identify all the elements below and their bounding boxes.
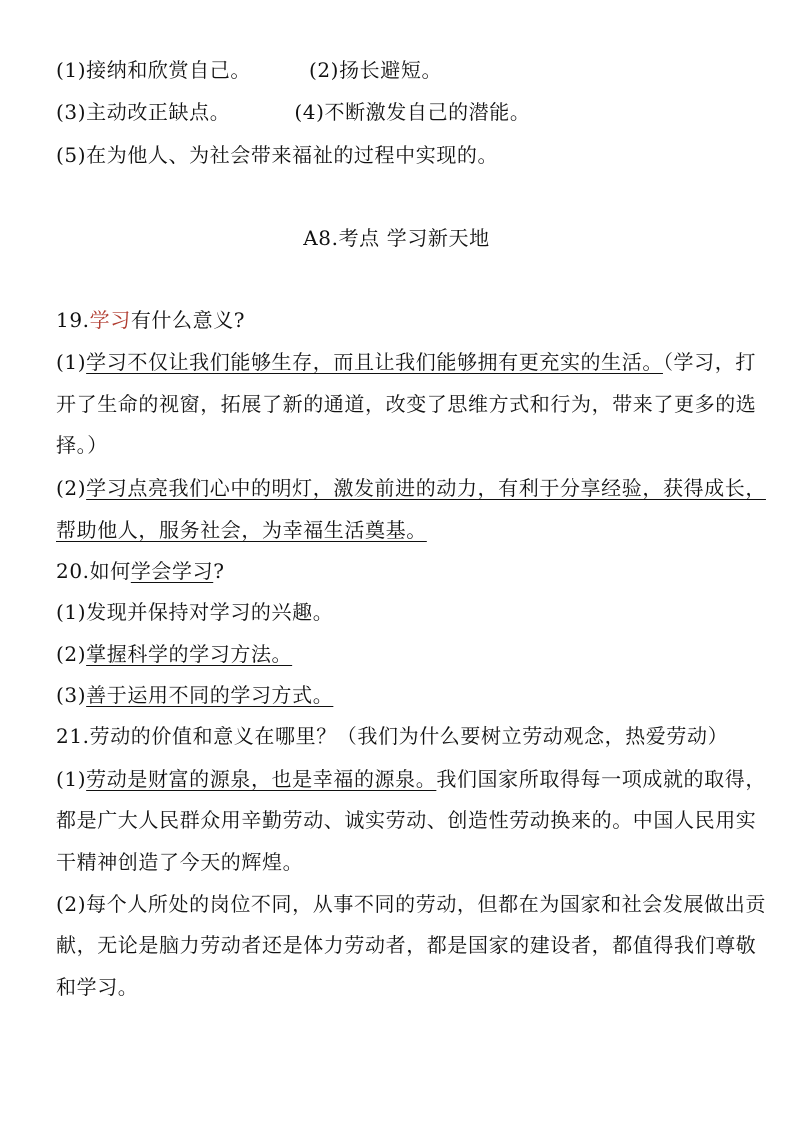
answer-21-2-cont: 献，无论是脑力劳动者还是体力劳动者，都是国家的建设者，都值得我们尊敬 [56, 933, 757, 957]
answer-21-2: (2)每个人所处的岗位不同，从事不同的劳动，但都在为国家和社会发展做出贡 [56, 892, 766, 916]
answer-20-1: (1)发现并保持对学习的兴趣。 [56, 600, 334, 624]
answer-20-2: (2)掌握科学的学习方法。 [56, 642, 293, 666]
answer-19-2: (2)学习点亮我们心中的明灯，激发前进的动力，有利于分享经验，获得成长， [56, 476, 766, 500]
question-keyword: 学习 [89, 308, 131, 332]
item-2: (2)扬长避短。 [308, 58, 443, 82]
answer-21-2-cont: 和学习。 [56, 975, 139, 999]
item-4: (4)不断激发自己的潜能。 [294, 100, 531, 124]
underlined-key-point: 掌握科学的学习方法。 [86, 642, 293, 666]
list-item [56, 98, 530, 126]
answer-21-1-cont: 干精神创造了今天的辉煌。 [56, 850, 304, 874]
question-20: 20.如何学会学习? [56, 559, 225, 583]
underlined-key-point: 学习点亮我们心中的明灯，激发前进的动力，有利于分享经验，获得成长， [86, 476, 766, 500]
underlined-key-point: 善于运用不同的学习方式。 [86, 683, 334, 707]
answer-19-1-cont: 开了生命的视窗，拓展了新的通道，改变了思维方式和行为，带来了更多的选 [56, 392, 757, 416]
answer-19-2-cont [56, 516, 427, 544]
answer-20-3: (3)善于运用不同的学习方式。 [56, 683, 334, 707]
question-keyword: 学会学习 [130, 559, 214, 583]
underlined-key-point: 劳动是财富的源泉，也是幸福的源泉。 [86, 767, 437, 791]
answer-21-1: (1)劳动是财富的源泉，也是幸福的源泉。我们国家所取得每一项成就的取得， [56, 767, 766, 791]
underlined-key-point: 学习不仅让我们能够生存，而且让我们能够拥有更充实的生活。 [86, 350, 663, 374]
question-19: 19.学习有什么意义? [56, 308, 246, 332]
item-3: (3)主动改正缺点。 [56, 100, 231, 124]
answer-19-1: (1)学习不仅让我们能够生存，而且让我们能够拥有更充实的生活。（学习，打 [56, 350, 756, 374]
section-title: A8.考点 学习新天地 [303, 226, 490, 250]
underlined-key-point: 帮助他人，服务社会，为幸福生活奠基。 [56, 518, 427, 542]
answer-21-1-cont: 都是广大人民群众用辛勤劳动、诚实劳动、创造性劳动换来的。中国人民用实 [56, 808, 757, 832]
item-1: (1)接纳和欣赏自己。 [56, 58, 251, 82]
question-21: 21.劳动的价值和意义在哪里？（我们为什么要树立劳动观念，热爱劳动） [56, 724, 729, 748]
list-item [56, 56, 442, 84]
item-5: (5)在为他人、为社会带来福祉的过程中实现的。 [56, 143, 499, 167]
answer-19-1-cont: 择。） [56, 433, 108, 457]
list-item [56, 141, 498, 169]
